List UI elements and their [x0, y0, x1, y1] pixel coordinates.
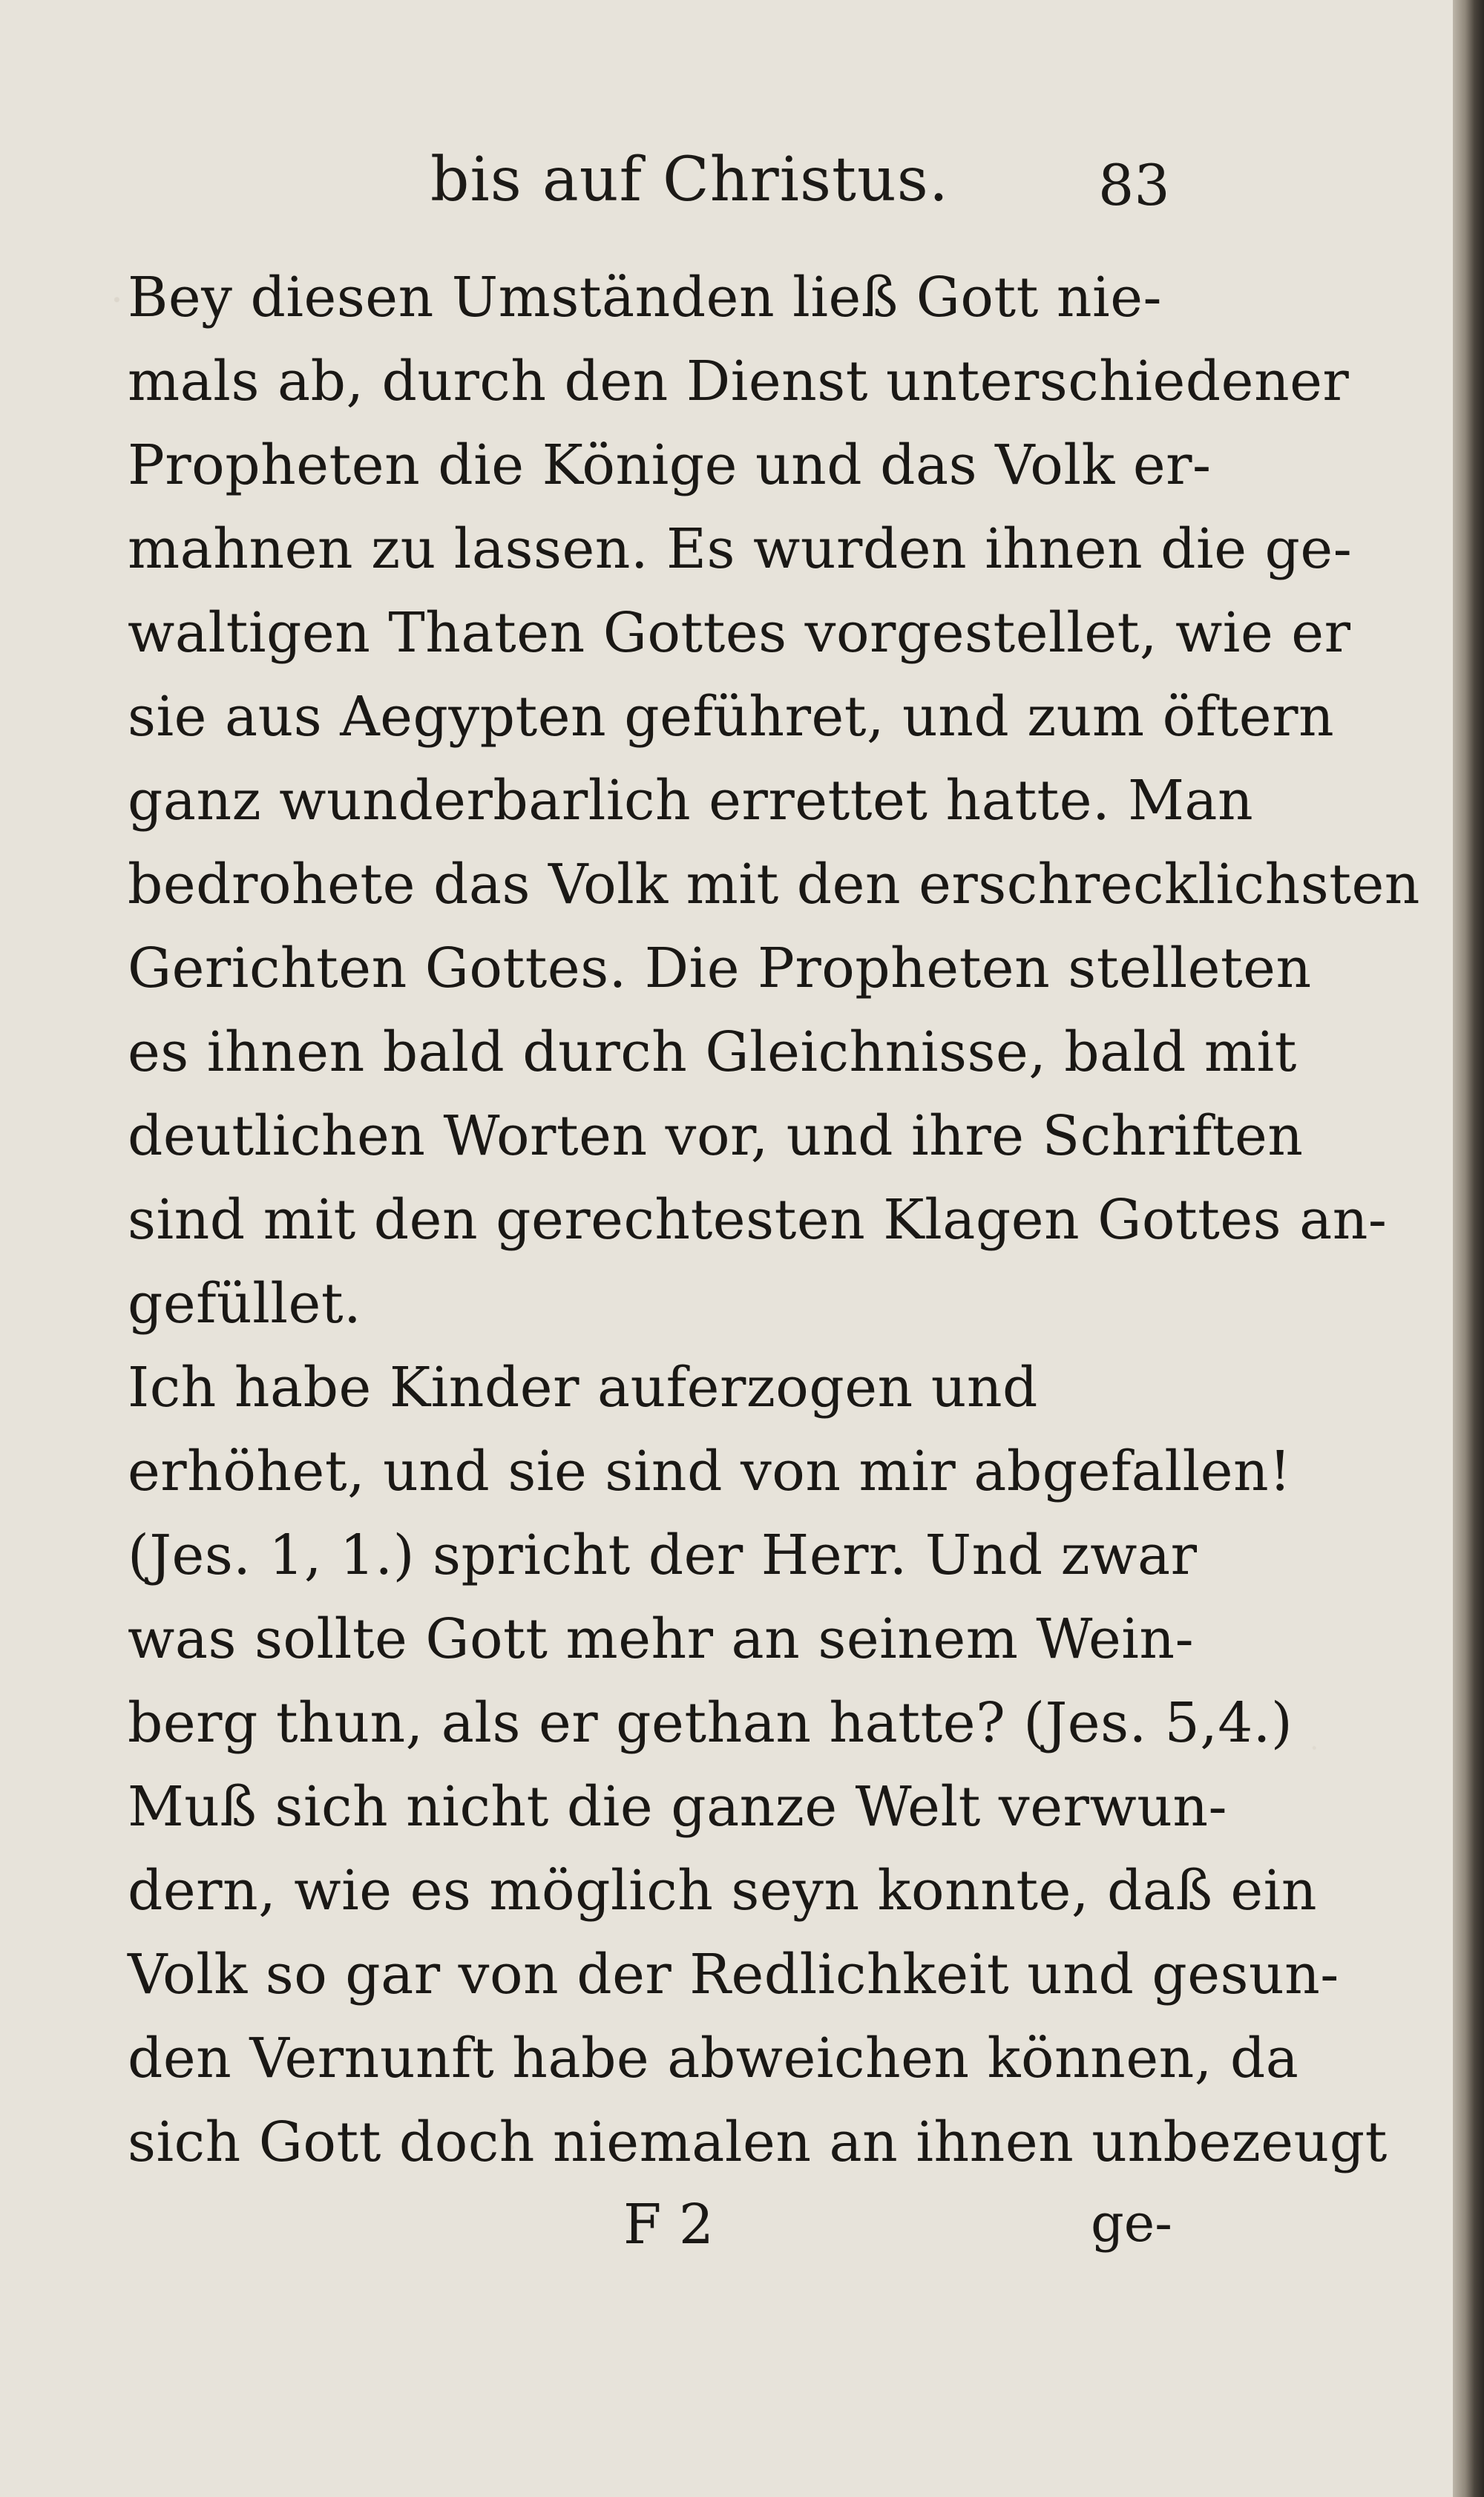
text-line: es ihnen bald durch Gleichnisse, bald mit	[128, 1020, 1297, 1084]
text-line: gefüllet.	[128, 1272, 362, 1336]
text-line: sie aus Aegypten geführet, und zum öftern	[128, 685, 1335, 749]
text-line: waltigen Thaten Gottes vorgestellet, wie er	[128, 601, 1351, 665]
text-line: erhöhet, und sie sind von mir abgefallen!	[128, 1440, 1292, 1503]
text-line: sich Gott doch niemalen an ihnen unbezeugt	[128, 2110, 1388, 2174]
book-gutter-edge	[1453, 0, 1484, 2497]
text-line: ganz wunderbarlich errettet hatte. Man	[128, 769, 1254, 833]
text-line: mahnen zu lassen. Es wurden ihnen die ge-	[128, 517, 1353, 581]
text-line: (Jes. 1, 1.) spricht der Herr. Und zwar	[128, 1523, 1198, 1587]
text-line: mals ab, durch den Dienst unterschiedener	[128, 350, 1350, 413]
text-line: Bey diesen Umständen ließ Gott nie-	[128, 266, 1163, 329]
text-line: den Vernunft habe abweichen können, da	[128, 2027, 1299, 2090]
text-line: Volk so gar von der Redlichkeit und gesun-	[128, 1943, 1339, 2007]
catchword: ge-	[1091, 2193, 1172, 2254]
text-line: deutlichen Worten vor, und ihre Schriften	[128, 1104, 1304, 1168]
text-line: Propheten die Könige und das Volk er-	[128, 433, 1212, 497]
text-line: bedrohete das Volk mit den erschrecklichsten	[128, 853, 1420, 916]
signature-mark: F 2	[623, 2193, 714, 2257]
running-head: bis auf Christus.	[430, 145, 949, 215]
body-text	[128, 256, 1420, 2185]
text-line: dern, wie es möglich seyn konnte, daß ein	[128, 1859, 1318, 1923]
text-line: was sollte Gott mehr an seinem Wein-	[128, 1607, 1195, 1671]
text-line: berg thun, als er gethan hatte? (Jes. 5,4.)	[128, 1691, 1293, 1755]
text-line: Ich habe Kinder auferzogen und	[128, 1356, 1038, 1420]
text-line: Muß sich nicht die ganze Welt verwun-	[128, 1775, 1228, 1839]
page-number: 83	[1098, 152, 1170, 218]
text-line: Gerichten Gottes. Die Propheten stelleten	[128, 936, 1312, 1000]
text-line: sind mit den gerechtesten Klagen Gottes an-	[128, 1188, 1388, 1252]
